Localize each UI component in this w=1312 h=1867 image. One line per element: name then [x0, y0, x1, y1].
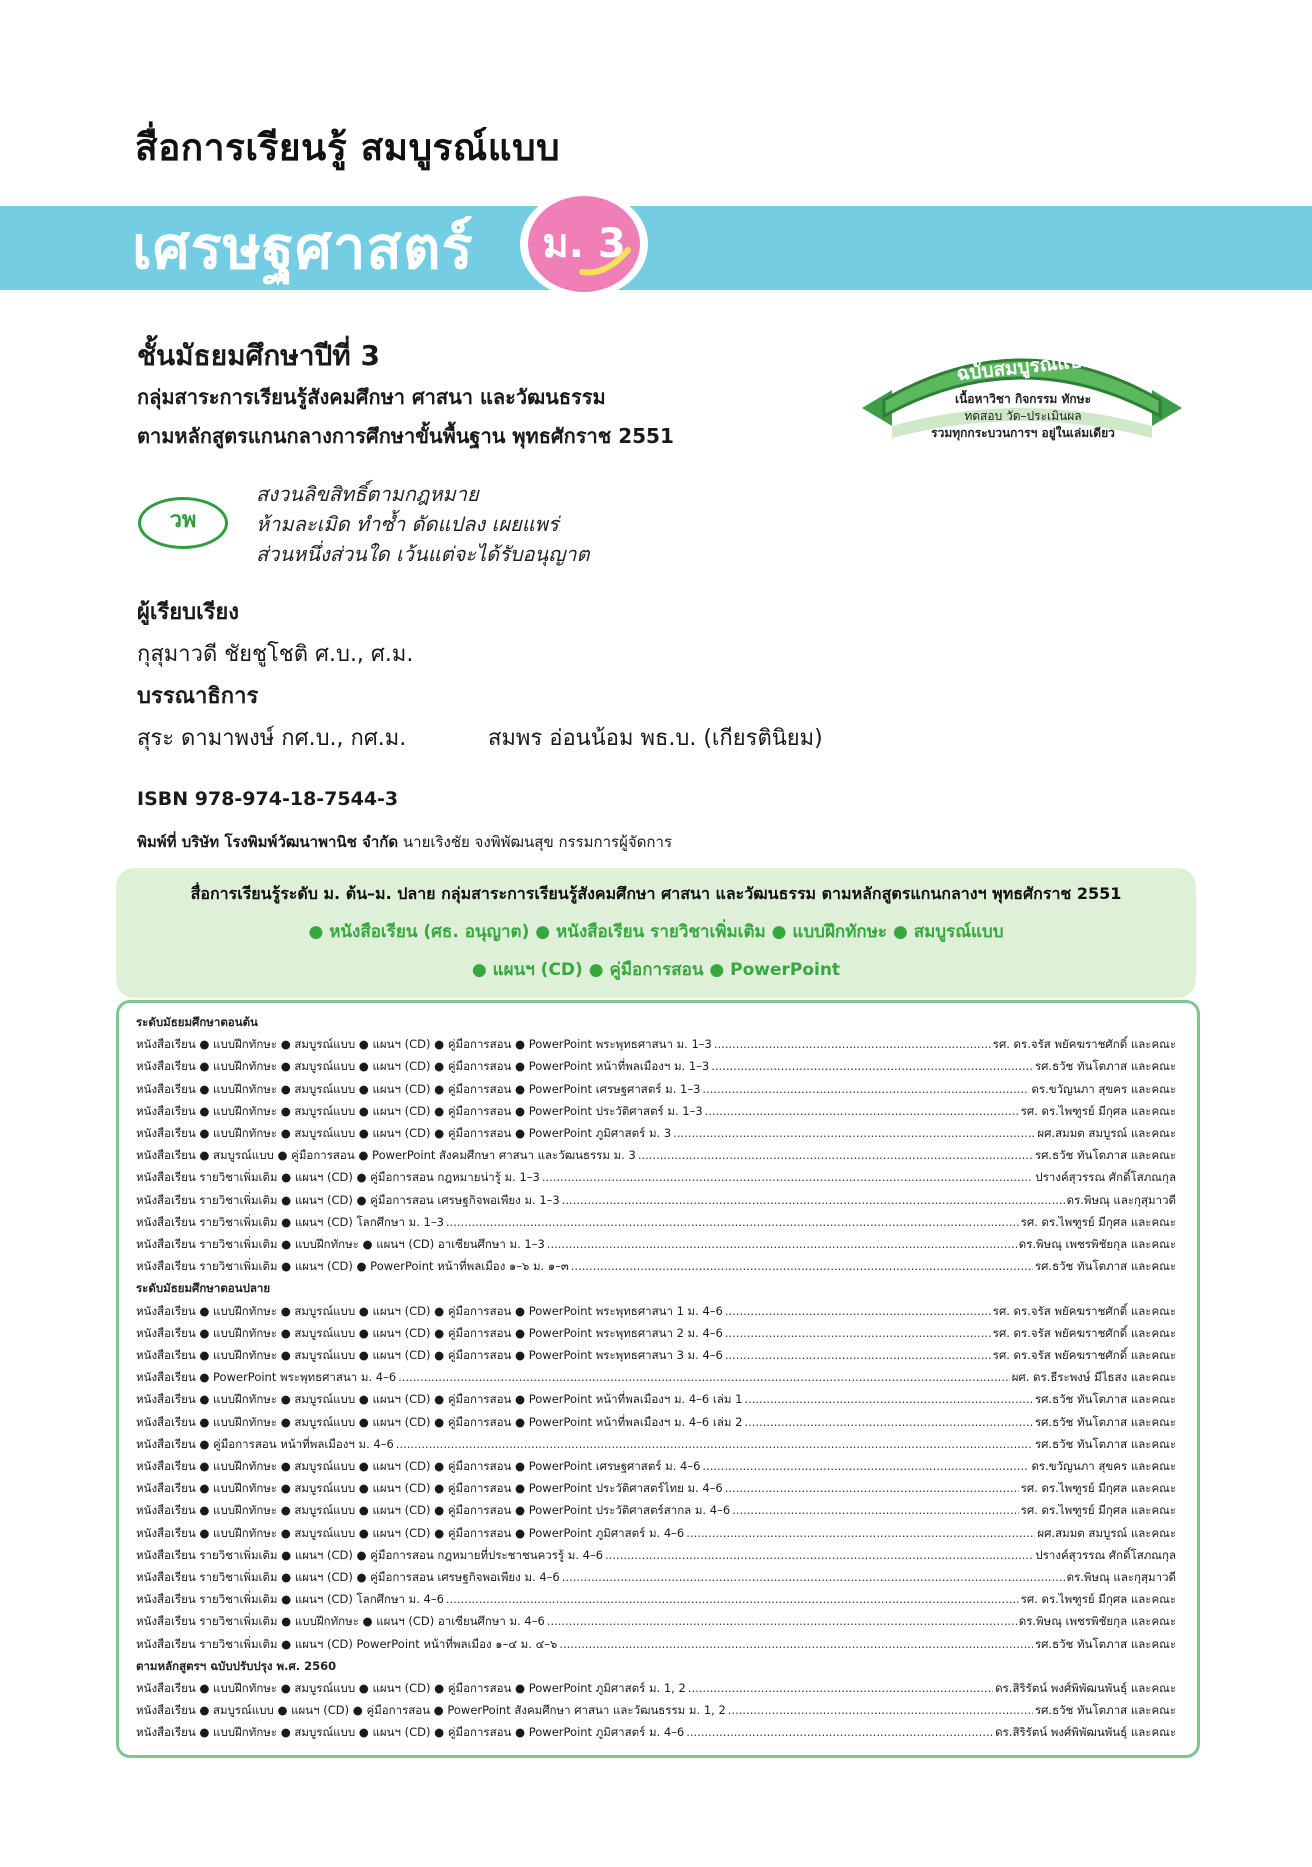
printer-info: [137, 830, 672, 854]
book-title: หนังสือเรียน ● แบบฝึกทักษะ ● สมบูรณ์แบบ ● แผนฯ (CD) ● คู่มือการสอน ● PowerPoint พระพุทธศาสนา ม. 1–3: [136, 1037, 712, 1052]
book-authors: ปรางค์สุวรรณ ศักดิ์โสภณกุล: [1035, 1547, 1176, 1562]
book-title: หนังสือเรียน รายวิชาเพิ่มเติม ● แผนฯ (CD) โลกศึกษา ม. 4–6: [136, 1592, 444, 1607]
book-list-row: [136, 1103, 1176, 1124]
book-title: หนังสือเรียน รายวิชาเพิ่มเติม ● แผนฯ (CD) ● PowerPoint หน้าที่พลเมือง ๑–๖ ม. ๑–๓: [136, 1259, 569, 1274]
book-authors: รศ. ดร.จรัส พยัคฆราชศักดิ์ และคณะ: [992, 1325, 1176, 1340]
book-list-row: [136, 1414, 1176, 1435]
book-authors: ดร.พิษณุ เพชรพิชัยกุล และคณะ: [1018, 1237, 1176, 1251]
series-panel-row-2: ● แผนฯ (CD) ● คู่มือการสอน ● PowerPoint: [471, 960, 841, 980]
printer-company: พิมพ์ที่ บริษัท โรงพิมพ์วัฒนาพานิช จำกัด: [137, 833, 399, 851]
book-title: หนังสือเรียน ● สมบูรณ์แบบ ● คู่มือการสอน ● PowerPoint สังคมศึกษา ศาสนา และวัฒนธรรม ม. 3: [136, 1148, 636, 1163]
subject-group: กลุ่มสาระการเรียนรู้สังคมศึกษา ศาสนา และวัฒนธรรม: [137, 385, 606, 409]
series-panel-title: สื่อการเรียนรู้ระดับ ม. ต้น–ม. ปลาย กลุ่มสาระการเรียนรู้สังคมศึกษา ศาสนา และวัฒนธรรม ตามหลักสูตรแกนกลางฯ พุทธศักราช 2551: [190, 884, 1122, 903]
book-authors: รศ.ธวัช ทันโตภาส และคณะ: [1034, 1392, 1176, 1407]
leader-dots: [702, 1459, 1029, 1473]
leader-dots: [547, 1614, 1017, 1628]
leader-dots: [732, 1503, 1019, 1517]
book-list-row: [136, 1458, 1176, 1479]
leader-dots: [562, 1193, 1065, 1207]
grade-badge: ม. 3: [528, 196, 640, 292]
book-title: หนังสือเรียน ● แบบฝึกทักษะ ● สมบูรณ์แบบ ● แผนฯ (CD) ● คู่มือการสอน ● PowerPoint หน้าที่พลเมืองฯ ม. 1–3: [136, 1059, 710, 1074]
book-list-row: [136, 1636, 1176, 1657]
book-list-row: [136, 1502, 1176, 1523]
book-title: หนังสือเรียน รายวิชาเพิ่มเติม ● แผนฯ (CD) PowerPoint หน้าที่พลเมือง ๑–๔ ม. ๔–๖: [136, 1636, 558, 1651]
curriculum-line: ตามหลักสูตรแกนกลางการศึกษาขั้นพื้นฐาน พุทธศักราช 2551: [137, 424, 674, 448]
book-list-row: [136, 1569, 1176, 1590]
copyright-line-3: ส่วนหนึ่งส่วนใด เว้นแต่จะได้รับอนุญาต: [256, 542, 590, 566]
book-authors: ดร.พิษณุ และกุสุมาวดี: [1066, 1570, 1176, 1584]
book-list-row: [136, 1724, 1176, 1745]
book-list-row: [136, 1236, 1176, 1257]
book-list-row: [136, 1147, 1176, 1168]
book-list-row: [136, 1480, 1176, 1501]
book-title: หนังสือเรียน ● แบบฝึกทักษะ ● สมบูรณ์แบบ ● แผนฯ (CD) ● คู่มือการสอน ● PowerPoint เศรษฐศาสตร์ ม. 1–3: [136, 1081, 701, 1096]
book-title: หนังสือเรียน ● แบบฝึกทักษะ ● สมบูรณ์แบบ ● แผนฯ (CD) ● คู่มือการสอน ● PowerPoint ประวัติศาสตร์ ม. 1–3: [136, 1103, 703, 1118]
book-title: หนังสือเรียน ● สมบูรณ์แบบ ● แผนฯ (CD) ● คู่มือการสอน ● PowerPoint สังคมศึกษา ศาสนา และวัฒนธรรม ม. 1, 2: [136, 1703, 726, 1718]
book-title: หนังสือเรียน ● แบบฝึกทักษะ ● สมบูรณ์แบบ ● แผนฯ (CD) ● คู่มือการสอน ● PowerPoint พระพุทธศาสนา 1 ม. 4–6: [136, 1303, 723, 1318]
book-authors: รศ. ดร.ไพฑูรย์ มีกุศล และคณะ: [1020, 1592, 1176, 1607]
seal-line-1: เนื้อหาวิชา กิจกรรม ทักษะ: [954, 392, 1092, 406]
publisher-logo: วพ: [138, 497, 228, 549]
book-authors: ดร.พิษณุ เพชรพิชัยกุล และคณะ: [1018, 1614, 1176, 1629]
leader-dots: [728, 1703, 1033, 1717]
book-title: หนังสือเรียน ● แบบฝึกทักษะ ● สมบูรณ์แบบ ● แผนฯ (CD) ● คู่มือการสอน ● PowerPoint ภูมิศาสตร์ ม. 4–6: [136, 1725, 685, 1740]
book-title: หนังสือเรียน ● แบบฝึกทักษะ ● สมบูรณ์แบบ ● แผนฯ (CD) ● คู่มือการสอน ● PowerPoint ประวัติศาสตร์ไทย ม. 4–6: [136, 1481, 723, 1496]
seal-line-3: รวมทุกกระบวนการฯ อยู่ในเล่มเดียว: [931, 426, 1115, 440]
book-authors: ดร.สิริรัตน์ พงศ์พิพัฒนพันธุ์ และคณะ: [995, 1725, 1176, 1740]
book-list-section-upper: ระดับมัธยมศึกษาตอนปลาย: [136, 1281, 271, 1296]
author-name: กุสุมาวดี ชัยชูโชติ ศ.บ., ศ.ม.: [137, 642, 414, 667]
series-panel-row-1: ● หนังสือเรียน (ศธ. อนุญาต) ● หนังสือเรียน รายวิชาเพิ่มเติม ● แบบฝึกทักษะ ● สมบูรณ์แบบ: [308, 922, 1004, 942]
book-authors: ผศ.สมมต สมบูรณ์ และคณะ: [1037, 1126, 1176, 1140]
leader-dots: [725, 1304, 991, 1318]
book-list-section-lower: ระดับมัธยมศึกษาตอนต้น: [136, 1015, 258, 1029]
book-authors: ดร.ขวัญนภา สุขคร และคณะ: [1031, 1459, 1176, 1473]
leader-dots: [638, 1148, 1033, 1162]
book-authors: รศ. ดร.ไพฑูรย์ มีกุศล และคณะ: [1020, 1503, 1176, 1518]
book-title: หนังสือเรียน รายวิชาเพิ่มเติม ● แผนฯ (CD) ● คู่มือการสอน กฎหมายน่ารู้ ม. 1–3: [136, 1170, 540, 1185]
editor-label: บรรณาธิการ: [137, 684, 259, 709]
leader-dots: [705, 1104, 1019, 1118]
book-authors: รศ.ธวัช ทันโตภาส และคณะ: [1034, 1436, 1176, 1451]
book-title: หนังสือเรียน ● คู่มือการสอน หน้าที่พลเมืองฯ ม. 4–6: [136, 1436, 394, 1451]
leader-dots: [559, 1637, 1033, 1651]
book-list-row: [136, 1347, 1176, 1368]
book-title: หนังสือเรียน ● แบบฝึกทักษะ ● สมบูรณ์แบบ ● แผนฯ (CD) ● คู่มือการสอน ● PowerPoint ประวัติศาสตร์สากล ม. 4–6: [136, 1503, 731, 1518]
book-authors: รศ. ดร.ไพฑูรย์ มีกุศล และคณะ: [1020, 1214, 1176, 1229]
book-list-row: [136, 1613, 1176, 1634]
book-title: หนังสือเรียน รายวิชาเพิ่มเติม ● แบบฝึกทักษะ ● แผนฯ (CD) อาเซียนศึกษา ม. 4–6: [136, 1614, 545, 1629]
editor-2: สมพร อ่อนน้อม พธ.บ. (เกียรตินิยม): [488, 726, 823, 751]
series-title: สื่อการเรียนรู้ สมบูรณ์แบบ: [135, 126, 561, 169]
book-list-row: [136, 1303, 1176, 1324]
book-list-row: [136, 1325, 1176, 1346]
leader-dots: [398, 1370, 1010, 1384]
leader-dots: [688, 1681, 993, 1695]
copyright-line-2: ห้ามละเมิด ทำซ้ำ ดัดแปลง เผยแพร่: [256, 512, 559, 536]
leader-dots: [725, 1481, 1019, 1495]
book-title: หนังสือเรียน รายวิชาเพิ่มเติม ● แผนฯ (CD) ● คู่มือการสอน เศรษฐกิจพอเพียง ม. 4–6: [136, 1570, 560, 1584]
leader-dots: [725, 1326, 991, 1340]
book-list-row: [136, 1680, 1176, 1701]
leader-dots: [744, 1415, 1033, 1429]
book-list-row: [136, 1214, 1176, 1235]
book-list-row: [136, 1192, 1176, 1213]
printer-person: นายเริงชัย จงพิพัฒนสุข กรรมการผู้จัดการ: [402, 833, 672, 851]
book-authors: รศ. ดร.ไพฑูรย์ มีกุศล และคณะ: [1020, 1103, 1176, 1118]
book-authors: ผศ.สมมต สมบูรณ์ และคณะ: [1037, 1525, 1176, 1540]
book-list-row: [136, 1258, 1176, 1279]
book-title: หนังสือเรียน รายวิชาเพิ่มเติม ● แผนฯ (CD) ● คู่มือการสอน เศรษฐกิจพอเพียง ม. 1–3: [136, 1192, 560, 1207]
book-authors: ดร.ขวัญนภา สุขคร และคณะ: [1031, 1081, 1176, 1096]
leader-dots: [547, 1237, 1017, 1251]
book-title: หนังสือเรียน ● แบบฝึกทักษะ ● สมบูรณ์แบบ ● แผนฯ (CD) ● คู่มือการสอน ● PowerPoint เศรษฐศาสตร์ ม. 4–6: [136, 1459, 701, 1473]
book-title: หนังสือเรียน ● PowerPoint พระพุทธศาสนา ม. 4–6: [136, 1370, 397, 1385]
leader-dots: [714, 1037, 991, 1051]
book-title: หนังสือเรียน ● แบบฝึกทักษะ ● สมบูรณ์แบบ ● แผนฯ (CD) ● คู่มือการสอน ● PowerPoint ภูมิศาสตร์ ม. 3: [136, 1126, 672, 1140]
book-list-row: [136, 1702, 1176, 1723]
subject-title: เศรษฐศาสตร์: [132, 214, 474, 282]
leader-dots: [396, 1437, 1033, 1451]
book-authors: รศ. ดร.ไพฑูรย์ มีกุศล และคณะ: [1020, 1481, 1176, 1496]
leader-dots: [686, 1725, 993, 1739]
book-authors: ดร.พิษณุ และกุสุมาวดี: [1066, 1192, 1176, 1207]
leader-dots: [605, 1548, 1033, 1562]
copyright-line-1: สงวนลิขสิทธิ์ตามกฎหมาย: [256, 482, 479, 506]
book-list-row: [136, 1391, 1176, 1412]
leader-dots: [673, 1126, 1035, 1140]
book-list-row: [136, 1125, 1176, 1146]
leader-dots: [571, 1259, 1033, 1273]
book-list-row: [136, 1036, 1176, 1057]
book-title: หนังสือเรียน ● แบบฝึกทักษะ ● สมบูรณ์แบบ ● แผนฯ (CD) ● คู่มือการสอน ● PowerPoint หน้าที่พลเมืองฯ ม. 4–6 เล่ม 2: [136, 1414, 743, 1429]
book-title: หนังสือเรียน ● แบบฝึกทักษะ ● สมบูรณ์แบบ ● แผนฯ (CD) ● คู่มือการสอน ● PowerPoint หน้าที่พลเมืองฯ ม. 4–6 เล่ม 1: [136, 1392, 743, 1407]
leader-dots: [562, 1570, 1065, 1584]
book-authors: รศ.ธวัช ทันโตภาส และคณะ: [1034, 1703, 1176, 1718]
book-title: หนังสือเรียน รายวิชาเพิ่มเติม ● แผนฯ (CD) โลกศึกษา ม. 1–3: [136, 1214, 444, 1229]
book-list-row: [136, 1547, 1176, 1568]
book-list-row: [136, 1525, 1176, 1546]
book-title: หนังสือเรียน ● แบบฝึกทักษะ ● สมบูรณ์แบบ ● แผนฯ (CD) ● คู่มือการสอน ● PowerPoint พระพุทธศาสนา 2 ม. 4–6: [136, 1325, 723, 1340]
book-authors: รศ.ธวัช ทันโตภาส และคณะ: [1034, 1148, 1176, 1163]
book-authors: รศ. ดร.จรัส พยัคฆราชศักดิ์ และคณะ: [992, 1037, 1176, 1052]
book-list-row: [136, 1081, 1176, 1102]
book-authors: รศ. ดร.จรัส พยัคฆราชศักดิ์ และคณะ: [992, 1303, 1176, 1318]
book-list-row: [136, 1436, 1176, 1457]
book-title: หนังสือเรียน ● แบบฝึกทักษะ ● สมบูรณ์แบบ ● แผนฯ (CD) ● คู่มือการสอน ● PowerPoint พระพุทธศาสนา 3 ม. 4–6: [136, 1348, 723, 1362]
book-list-row: [136, 1169, 1176, 1190]
book-authors: ผศ. ดร.ธีระพงษ์ มีไธสง และคณะ: [1011, 1370, 1176, 1385]
book-authors: รศ. ดร.จรัส พยัคฆราชศักดิ์ และคณะ: [992, 1348, 1176, 1362]
book-authors: รศ.ธวัช ทันโตภาส และคณะ: [1034, 1414, 1176, 1429]
editor-1: สุระ ดามาพงษ์ กศ.บ., กศ.ม.: [137, 726, 407, 751]
author-label: ผู้เรียบเรียง: [137, 600, 240, 625]
book-list-section-revised: ตามหลักสูตรฯ ฉบับปรับปรุง พ.ศ. 2560: [136, 1658, 337, 1673]
seal-banner: ฉบับสมบูรณ์แบบ: [955, 348, 1095, 386]
leader-dots: [711, 1059, 1033, 1073]
book-title: หนังสือเรียน รายวิชาเพิ่มเติม ● แผนฯ (CD) ● คู่มือการสอน กฎหมายที่ประชาชนควรรู้ ม. 4–6: [136, 1547, 604, 1562]
book-authors: รศ.ธวัช ทันโตภาส และคณะ: [1034, 1636, 1176, 1651]
book-list-row: [136, 1369, 1176, 1390]
leader-dots: [542, 1170, 1034, 1184]
leader-dots: [686, 1526, 1035, 1540]
book-authors: ดร.สิริรัตน์ พงศ์พิพัฒนพันธุ์ และคณะ: [995, 1681, 1176, 1695]
book-list-row: [136, 1591, 1176, 1612]
book-authors: ปรางค์สุวรรณ ศักดิ์โสภณกุล: [1035, 1170, 1176, 1185]
seal-line-2: ทดสอบ วัด–ประเมินผล: [964, 409, 1082, 423]
leader-dots: [446, 1215, 1019, 1229]
book-title: หนังสือเรียน ● แบบฝึกทักษะ ● สมบูรณ์แบบ ● แผนฯ (CD) ● คู่มือการสอน ● PowerPoint ภูมิศาสตร์ ม. 1, 2: [136, 1681, 686, 1695]
leader-dots: [744, 1392, 1033, 1406]
book-title: หนังสือเรียน ● แบบฝึกทักษะ ● สมบูรณ์แบบ ● แผนฯ (CD) ● คู่มือการสอน ● PowerPoint ภูมิศาสตร์ ม. 4–6: [136, 1525, 685, 1540]
leader-dots: [446, 1592, 1019, 1606]
book-authors: รศ.ธวัช ทันโตภาส และคณะ: [1034, 1059, 1176, 1074]
book-list-row: [136, 1058, 1176, 1079]
badge-swoosh-icon: [578, 246, 632, 278]
leader-dots: [702, 1082, 1029, 1096]
book-authors: รศ.ธวัช ทันโตภาส และคณะ: [1034, 1259, 1176, 1274]
book-title: หนังสือเรียน รายวิชาเพิ่มเติม ● แบบฝึกทักษะ ● แผนฯ (CD) อาเซียนศึกษา ม. 1–3: [136, 1237, 545, 1251]
level-title: ชั้นมัธยมศึกษาปีที่ 3: [137, 339, 380, 372]
leader-dots: [725, 1348, 991, 1362]
isbn: ISBN 978-974-18-7544-3: [137, 788, 399, 810]
